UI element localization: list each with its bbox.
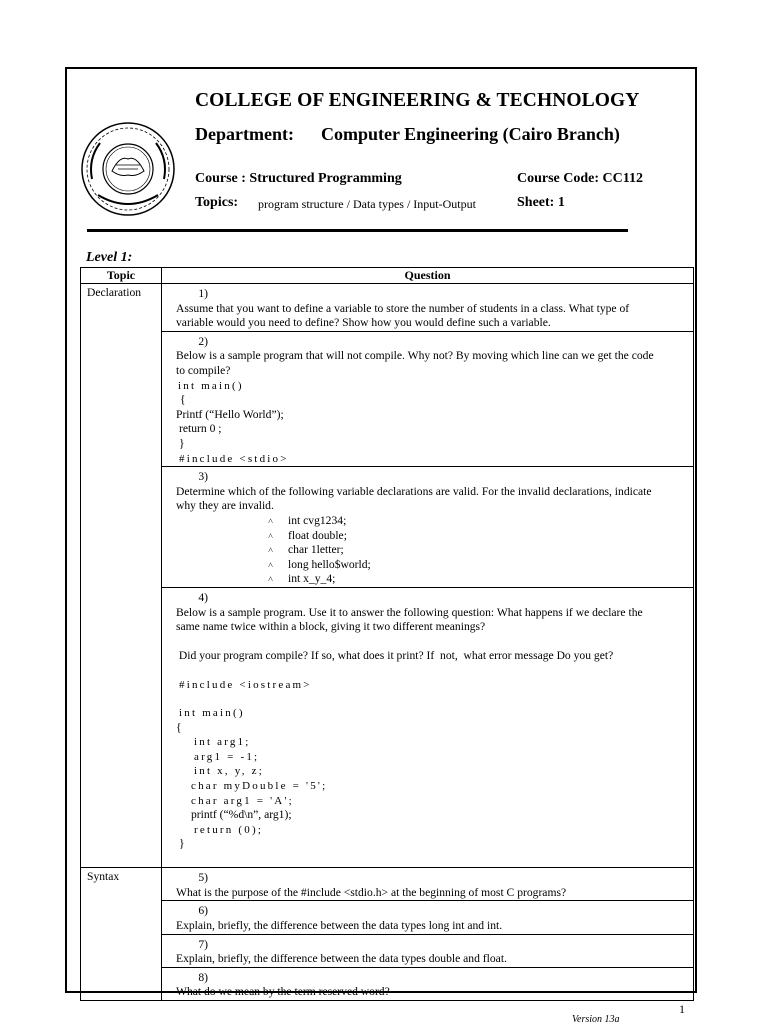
question-prompt: Below is a sample program that will not compile. Why not? By moving which line can we get the code to compile? — [176, 349, 654, 377]
table-row — [81, 934, 694, 967]
question-text: Explain, briefly, the difference between the data types double and float. — [176, 952, 507, 966]
question-number: 3) — [198, 470, 208, 484]
code-line: int main() — [179, 707, 245, 720]
question-prompt-2: Did your program compile? If so, what does it print? If not, what error message Do you get? — [176, 648, 614, 662]
question-number: 7) — [198, 937, 208, 951]
code-line: return (0); — [194, 823, 264, 836]
code-line: int main() — [178, 379, 244, 392]
level-heading: Level 1: — [86, 250, 133, 265]
version-label: Version 13a — [572, 1014, 620, 1025]
question-text — [162, 485, 654, 587]
table-header-row — [81, 268, 694, 284]
question-text: Assume that you want to define a variable to store the number of students in a class. What type of variable would you need to define? Show how you would define such a variable. — [176, 301, 630, 330]
question-number: 8) — [198, 970, 208, 984]
table-row — [81, 467, 694, 588]
department-label: Department: — [195, 124, 294, 144]
question-number: 4) — [198, 591, 208, 605]
question-number: 6) — [198, 904, 208, 918]
topics-value: program structure / Data types / Input-Output — [258, 197, 476, 211]
code-line: { — [176, 720, 182, 734]
list-item: ˄ int cvg1234; — [268, 513, 347, 527]
question-column-header: Question — [162, 268, 694, 284]
question-row-4 — [162, 588, 694, 868]
table-row — [81, 331, 694, 466]
question-row-7 — [162, 934, 694, 967]
code-line: printf (“%d\n”, arg1); — [191, 808, 292, 822]
code-line: int arg1; — [194, 736, 251, 749]
question-row-6 — [162, 901, 694, 934]
code-line: } — [179, 436, 185, 450]
list-item: ˄ int x_y_4; — [268, 572, 336, 586]
table-row — [81, 967, 694, 1000]
triangle-bullet-icon: ˄ — [268, 545, 274, 556]
question-number: 5) — [198, 871, 208, 885]
header-divider — [87, 229, 628, 232]
code-line: int x, y, z; — [194, 765, 264, 778]
list-item: ˄ long hello$world; — [268, 557, 371, 571]
question-row-3 — [162, 467, 694, 588]
topic-cell-syntax: Syntax — [81, 868, 162, 1001]
triangle-bullet-icon: ˄ — [268, 559, 274, 570]
question-row-2 — [162, 331, 694, 466]
question-number: 1) — [198, 287, 208, 300]
code-line: { — [180, 393, 186, 407]
list-item: ˄ float double; — [268, 528, 347, 542]
triangle-bullet-icon: ˄ — [268, 574, 274, 585]
question-text: What do we mean by the term reserved word? — [176, 985, 390, 999]
table-row — [81, 588, 694, 868]
question-number: 2) — [198, 334, 208, 348]
code-line: Printf (“Hello World”); — [176, 407, 284, 421]
sheet-number: Sheet: 1 — [517, 195, 565, 210]
list-item: ˄ char 1letter; — [268, 543, 344, 557]
university-seal-logo — [78, 119, 178, 219]
code-line: char myDouble = '5'; — [191, 780, 328, 793]
table-row — [81, 901, 694, 934]
question-text — [162, 349, 654, 466]
topic-column-header: Topic — [81, 268, 162, 284]
code-line: return 0 ; — [179, 422, 222, 436]
question-text — [162, 606, 654, 852]
table-row — [81, 284, 694, 332]
code-line: } — [179, 837, 185, 851]
question-text: Explain, briefly, the difference between the data types long int and int. — [176, 918, 503, 932]
topic-cell-declaration: Declaration — [81, 284, 162, 868]
question-row-8 — [162, 967, 694, 1000]
topics-label: Topics: — [195, 195, 239, 210]
code-line: arg1 = -1; — [194, 750, 260, 763]
question-text: What is the purpose of the #include <stdio.h> at the beginning of most C programs? — [176, 885, 567, 899]
course-name: Course : Structured Programming — [195, 171, 402, 186]
code-line: #include <stdio> — [179, 452, 289, 465]
page-number: 1 — [679, 1002, 685, 1016]
question-prompt: Below is a sample program. Use it to answer the following question: What happens if we declare the same name twice within a block, giving it two different meanings? — [176, 605, 643, 634]
question-prompt: Determine which of the following variable declarations are valid. For the invalid declarations, indicate why they are invalid. — [176, 484, 652, 513]
question-row-5 — [162, 868, 694, 901]
college-title: COLLEGE OF ENGINEERING & TECHNOLOGY — [195, 90, 640, 111]
code-line: char arg1 = 'A'; — [191, 794, 294, 807]
department-value: Computer Engineering (Cairo Branch) — [321, 124, 620, 144]
table-row — [81, 868, 694, 901]
code-line: #include <iostream> — [179, 678, 312, 691]
question-row-1 — [162, 284, 694, 332]
triangle-bullet-icon: ˄ — [268, 515, 274, 526]
triangle-bullet-icon: ˄ — [268, 530, 274, 541]
course-code: Course Code: CC112 — [517, 171, 643, 186]
question-table — [80, 267, 694, 1001]
